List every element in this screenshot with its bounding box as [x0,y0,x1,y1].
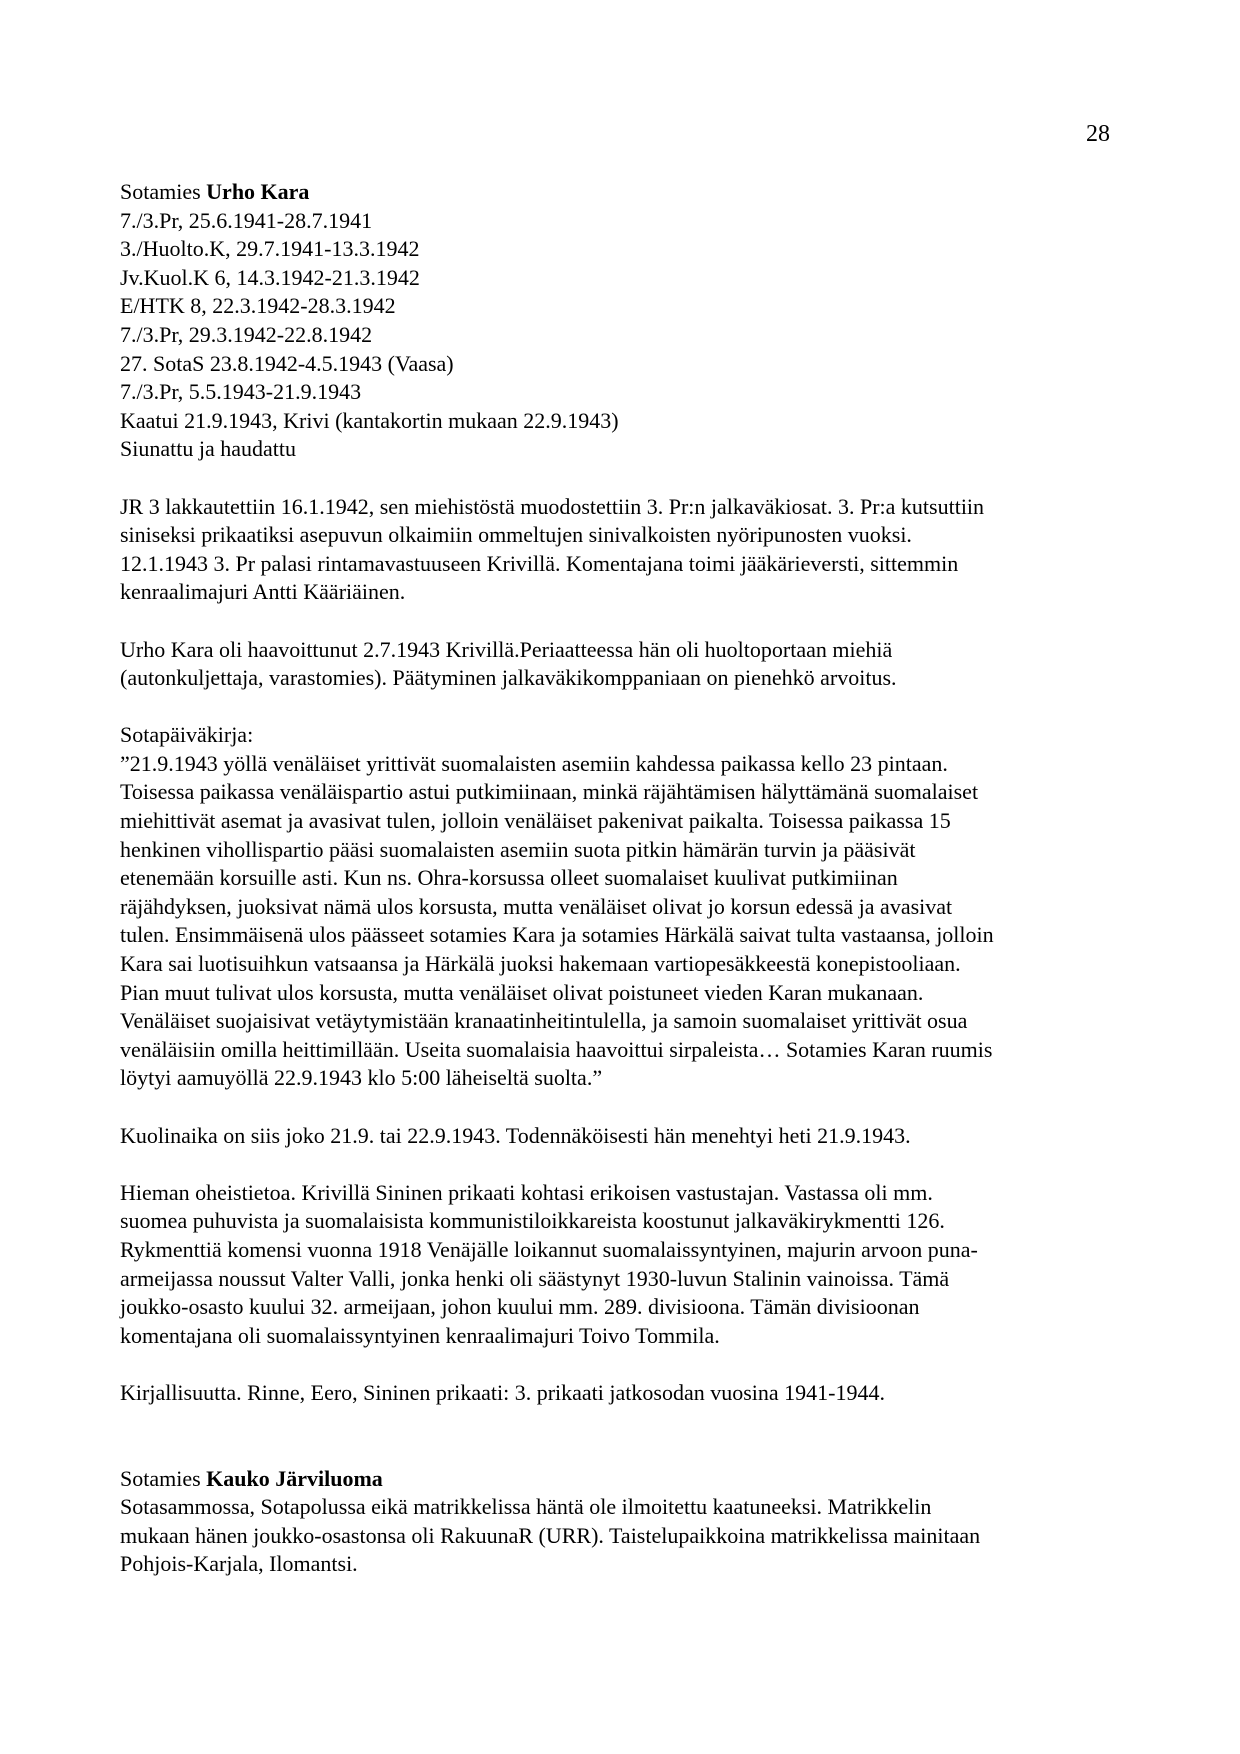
service-line: E/HTK 8, 22.3.1942-28.3.1942 [120,293,396,319]
paragraph-line: Sotasammossa, Sotapolussa eikä matrikkelissa häntä ole ilmoitettu kaatuneeksi. Matrikkelin [120,1494,932,1520]
service-line: Siunattu ja haudattu [120,436,296,462]
paragraph-line: suomea puhuvista ja suomalaisista kommunistiloikkareista koostunut jalkaväkirykmentti 126. [120,1208,945,1234]
service-line: 7./3.Pr, 5.5.1943-21.9.1943 [120,379,362,405]
paragraph-line: Rykmenttiä komensi vuonna 1918 Venäjälle loikannut suomalaissyntyinen, majurin arvoon puna- [120,1236,978,1262]
paragraph-line: komentajana oli suomalaissyntyinen kenraalimajuri Toivo Tommila. [120,1322,720,1348]
entry1-rank: Sotamies [120,179,201,204]
paragraph-line: armeijassa noussut Valter Valli, jonka henki oli säästynyt 1930-luvun Stalinin vainoissa. Tämä [120,1265,950,1291]
document-body [120,178,1130,1579]
paragraph-line: joukko-osasto kuului 32. armeijaan, johon kuului mm. 289. divisioona. Tämän divisioonan [120,1294,920,1320]
paragraph-line: Urho Kara oli haavoittunut 2.7.1943 Krivillä.Periaatteessa hän oli huoltoportaan miehiä [120,636,893,662]
service-line: 3./Huolto.K, 29.7.1941-13.3.1942 [120,236,420,262]
diary-line: venäläisiin omilla heittimillään. Useita suomalaisia haavoittui sirpaleista… Sotamies Karan ruumis [120,1036,993,1062]
paragraph-literature [120,1379,1130,1408]
war-diary-label: Sotapäiväkirja: [120,722,254,748]
paragraph-jr3 [120,493,1130,607]
diary-line: Pian muut tulivat ulos korsusta, mutta venäläiset olivat poistuneet vieden Karan mukanaan. [120,979,924,1005]
entry2-heading [120,1465,1130,1494]
diary-line: Kara sai luotisuihkun vatsaansa ja Härkälä juoksi hakemaan vartiopesäkkeestä konepistooliaan. [120,951,961,977]
service-line: Kaatui 21.9.1943, Krivi (kantakortin mukaan 22.9.1943) [120,407,619,433]
entry1-heading [120,178,1130,207]
war-diary [120,721,1130,1093]
diary-line: etenemään korsuille asti. Kun ns. Ohra-korsussa olleet suomalaiset kuulivat putkimiinan [120,865,898,891]
entry2-name: Kauko Järviluoma [206,1465,383,1491]
paragraph-line: kenraalimajuri Antti Kääriäinen. [120,579,406,605]
diary-line: ”21.9.1943 yöllä venäläiset yrittivät suomalaisten asemiin kahdessa paikassa kello 23 pintaan. [120,750,948,776]
service-line: Jv.Kuol.K 6, 14.3.1942-21.3.1942 [120,264,420,290]
diary-line: miehittivät asemat ja avasivat tulen, jolloin venäläiset pakenivat paikalta. Toisessa paikassa 15 [120,808,951,834]
diary-line: Venäläiset suojaisivat vetäytymistään kranaatinheitintulella, ja samoin suomalaiset yrittivät osua [120,1008,968,1034]
diary-line: Toisessa paikassa venäläispartio astui putkimiinaan, minkä räjähtämisen hälyttämänä suomalaiset [120,779,979,805]
diary-line: löytyi aamuyöllä 22.9.1943 klo 5:00 läheiseltä suolta.” [120,1065,603,1091]
service-line: 7./3.Pr, 29.3.1942-22.8.1942 [120,321,373,347]
paragraph-line: mukaan hänen joukko-osastonsa oli RakuunaR (URR). Taistelupaikkoina matrikkelissa mainitaan [120,1522,981,1548]
entry1-name: Urho Kara [206,179,310,204]
page-number: 28 [1086,121,1110,147]
paragraph-wounded [120,636,1130,693]
entry2-rank: Sotamies [120,1465,201,1491]
paragraph-line: JR 3 lakkautettiin 16.1.1942, sen miehistöstä muodostettiin 3. Pr:n jalkaväkiosat. 3. Pr:a kutsuttiin [120,493,985,519]
service-line: 7./3.Pr, 25.6.1941-28.7.1941 [120,207,373,233]
paragraph-line: (autonkuljettaja, varastomies). Päätyminen jalkaväkikomppaniaan on pienehkö arvoitus. [120,665,897,691]
paragraph-line: 12.1.1943 3. Pr palasi rintamavastuuseen Krivillä. Komentajana toimi jääkärieversti, sittemmin [120,550,959,576]
diary-line: räjähdyksen, juoksivat nämä ulos korsusta, mutta venäläiset olivat jo korsun edessä ja avasivat [120,893,953,919]
paragraph-line: siniseksi prikaatiksi asepuvun olkaimiin ommeltujen sinivalkoisten nyöripunosten vuoksi. [120,522,912,548]
paragraph-background [120,1179,1130,1351]
diary-line: tulen. Ensimmäisenä ulos päässeet sotamies Kara ja sotamies Härkälä saivat tulta vastaansa, jolloin [120,922,994,948]
entry1-service-list [120,207,1130,464]
paragraph-line: Pohjois-Karjala, Ilomantsi. [120,1551,358,1577]
paragraph-line: Kuolinaika on siis joko 21.9. tai 22.9.1943. Todennäköisesti hän menehtyi heti 21.9.1943. [120,1122,911,1148]
paragraph-death-time [120,1122,1130,1151]
service-line: 27. SotaS 23.8.1942-4.5.1943 (Vaasa) [120,350,454,376]
entry2-body [120,1493,1130,1579]
paragraph-line: Hieman oheistietoa. Krivillä Sininen prikaati kohtasi erikoisen vastustajan. Vastassa oli mm. [120,1179,933,1205]
diary-line: henkinen vihollispartio pääsi suomalaisten asemiin suota pitkin hämärän turvin ja pääsivät [120,836,916,862]
paragraph-line: Kirjallisuutta. Rinne, Eero, Sininen prikaati: 3. prikaati jatkosodan vuosina 1941-1944. [120,1379,885,1405]
